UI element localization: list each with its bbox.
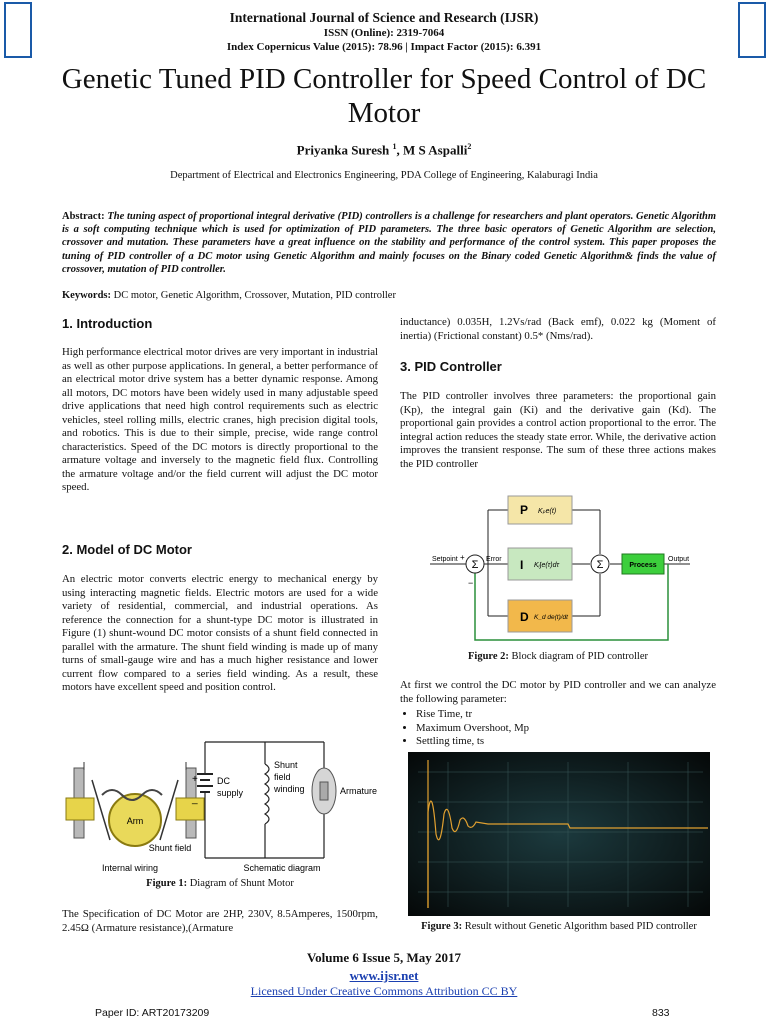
schematic-diagram [197, 742, 324, 858]
pid-heading: 3. PID Controller [400, 359, 502, 374]
author-1: Priyanka Suresh [296, 142, 390, 158]
abstract-label: Abstract: [62, 211, 105, 222]
abstract-text: The tuning aspect of proportional integral derivative (PID) controllers is a challenge for researchers and plant operators. Genetic Algorithm is a soft computing technique which is used for optimization of PID parameters. The three basic operators of Genetic Algorithm are selection, crossover and mutation. These parameters have a great influence on the stability and performance of the control system. This paper proposes the tuning of PID controller of a DC motor using Genetic Algorithm and mainly focuses on the Binary coded Genetic Algorithm& finds the value of crossover, mutation of PID controller. [62, 211, 716, 275]
pid-text: The PID controller involves three parameters: the proportional gain (Kp), the integral gain (Ki) and the derivative gain (Kd). The proportional gain provides a control action proportional to the error. The integral action reduces the steady state error. While, the derivative action improves the transient response. The sum of these three actions makes the PID controller [400, 390, 716, 470]
model-text: An electric motor converts electric energy to mechanical energy by using interacting magnetic fields. Electric motors are used for a wide variety of residential, commercial, and industrial operations. As reference the connection for a shunt-type DC motor is illustrated in Figure (1) shunt-wound DC motor consists of a shunt field connected in parallel with the armature. The shunt field winding is made up of many turns of small-gauge wire and has a much higher resistance and lower current flow compared to a series field winding. As a result, these motors have excellent speed and position control. [62, 573, 378, 693]
dc-label: DC [217, 776, 230, 786]
ki-equation: Kᵢ∫e(τ)dτ [534, 562, 560, 569]
internal-wiring-illustration [66, 762, 204, 873]
department: Department of Electrical and Electronics Engineering, PDA College of Engineering, Kalaburagi India [170, 170, 598, 181]
shunt-label: Shunt [274, 760, 298, 770]
param-max-overshoot: • Maximum Overshoot, Mp [416, 722, 732, 736]
p-label: P [520, 503, 529, 517]
figure-3-oscilloscope-result [408, 752, 710, 916]
figure-3-caption-text: Result without Genetic Algorithm based PID controller [464, 921, 697, 932]
field-label: field [274, 772, 291, 782]
figure-2-caption-text: Block diagram of PID controller [511, 651, 649, 662]
abstract [62, 210, 716, 276]
authors: Priyanka Suresh $^1$, M S Aspalli$^2$ [296, 142, 472, 158]
figure-1-caption-text: Diagram of Shunt Motor [189, 878, 294, 889]
sigma-2: Σ [596, 559, 604, 571]
volume-issue: Volume 6 Issue 5, May 2017 [306, 950, 462, 965]
output-label: Output [668, 556, 690, 563]
index-value: Index Copernicus Value (2015): 78.96 | Impact Factor (2015): 6.391 [226, 41, 542, 53]
error-label: Error [486, 556, 502, 563]
issn: ISSN (Online): 2319-7064 [323, 27, 445, 39]
license-link[interactable]: Licensed Under Creative Commons Attribution CC BY [250, 984, 518, 998]
author-2: M S Aspalli [403, 142, 468, 158]
kp-equation: Kₚe(t) [538, 508, 557, 515]
paper-title: Genetic Tuned PID Controller for Speed Control of DC Motor [61, 63, 707, 129]
author-2-affil: 2 [467, 142, 472, 151]
figure-2-caption [400, 651, 716, 662]
setpoint-label: Setpoint [432, 556, 458, 563]
winding-label: winding [274, 784, 305, 794]
param-settling-time: • Settling time, ts [416, 735, 732, 749]
parameter-list [400, 708, 732, 749]
i-label: I [520, 558, 524, 572]
minus-sign: _ [192, 794, 198, 805]
sigma-1: Σ [471, 559, 479, 571]
minus-input: − [468, 578, 474, 588]
kd-equation: K_d de(t)/dt [534, 614, 568, 621]
intro-text: High performance electrical motor drives are very important in industrial as well as other purpose applications. In general, a better performance of an electrical motor drive system has a better dynamic response. Among all motors, DC motors have been widely used in many adjustable speed drive applications that need high control requirements such as electric vehicles, steel rolling mills, electric cranes, high precision digital tools, and robotics. This is due to their simple, precise, wide range control characteristics. Speed of the DC motors is directly proportional to the armature voltage and inversely to the magnetic field flux. Controlling the armature voltage and/or the field current will adjust the DC motor speed. [62, 346, 378, 493]
author-1-affil: 1 [392, 142, 397, 151]
figure-2-pid-block-diagram [400, 490, 716, 646]
figure-1-shunt-motor [62, 740, 382, 874]
keywords-label: Keywords: [62, 290, 111, 301]
plus-sign: + [192, 774, 198, 785]
figure-2-label: Figure 2: [467, 651, 509, 662]
figure-1-caption [62, 878, 378, 889]
spec-continued: inductance) 0.035H, 1.2Vs/rad (Back emf), 0.022 kg (Moment of inertia) (Frictional constant) 0.5* (Nms/rad). [400, 316, 716, 342]
figure-3-label: Figure 3: [421, 921, 463, 932]
spec-text: The Specification of DC Motor are 2HP, 230V, 8.5Amperes, 1500rpm, 2.45Ω (Armature resistance),(Armature [62, 908, 378, 934]
journal-name: International Journal of Science and Research (IJSR) [229, 10, 539, 25]
supply-label: supply [217, 788, 244, 798]
figure-1-label: Figure 1: [146, 878, 188, 889]
param-rise-time: • Rise Time, tr [416, 708, 732, 722]
armature-label: Armature [340, 786, 378, 796]
internal-wiring-label: Internal wiring [101, 863, 159, 873]
intro-heading: 1. Introduction [62, 316, 153, 331]
analyze-text: At first we control the DC motor by PID controller and we can analyze the following parameter: [400, 679, 716, 705]
d-label: D [520, 610, 529, 624]
shunt-field-label: Shunt field [148, 843, 192, 853]
journal-link[interactable]: www.ijsr.net [349, 968, 419, 983]
process-label: Process [629, 562, 657, 569]
keywords [62, 290, 716, 301]
page-number: 833 [652, 1007, 670, 1019]
keywords-text: DC motor, Genetic Algorithm, Crossover, Mutation, PID controller [113, 290, 396, 301]
model-heading: 2. Model of DC Motor [62, 542, 192, 557]
plus-input: + [460, 553, 465, 562]
arm-label: Arm [126, 816, 144, 826]
paper-id: Paper ID: ART20173209 [95, 1007, 210, 1019]
schematic-label: Schematic diagram [243, 863, 321, 873]
figure-3-caption [408, 921, 710, 932]
